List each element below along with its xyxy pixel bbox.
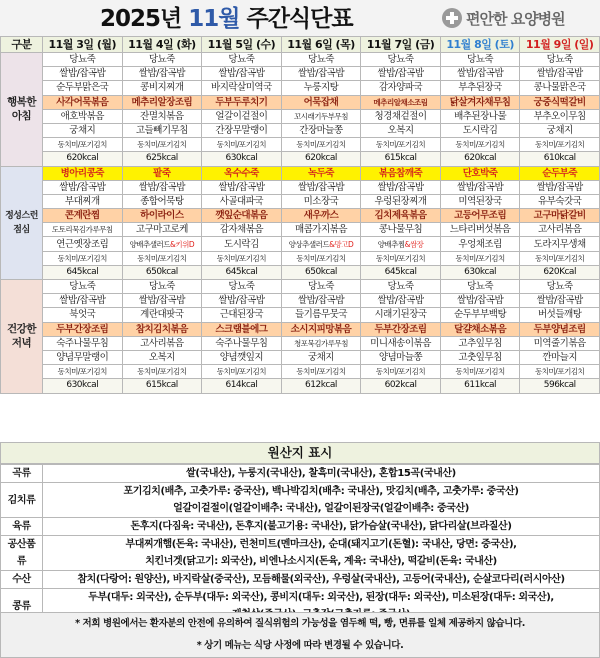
day-header: 11월 8일 (토) (440, 37, 520, 53)
origin-category: 곡류 (1, 465, 43, 483)
menu-cell: 쌀밥/잡곡밥 (520, 294, 600, 308)
breakfast-row (1, 95, 600, 109)
menu-cell: 동치미/포기김치 (520, 138, 600, 152)
dinner-row (1, 280, 600, 294)
menu-cell: 쌀밥/잡곡밥 (440, 294, 520, 308)
origin-row (1, 571, 600, 589)
menu-cell: 달걀채소볶음 (440, 322, 520, 336)
origin-line: 치킨너겟(닭고기: 외국산), 비엔나소시지(돈육, 계육: 국내산), 떡갈비(돈육: 국내산) (145, 556, 497, 567)
breakfast-row (1, 67, 600, 81)
menu-cell: 느타리버섯볶음 (440, 223, 520, 237)
origin-line: 쌀(국내산), 누룽지(국내산), 찰흑미(국내산), 혼합15곡(국내산) (186, 468, 456, 479)
menu-cell: 청경채겉절이 (361, 109, 441, 123)
menu-cell: 꼬시래기두부무침 (281, 109, 361, 123)
menu-cell: 오복지 (122, 350, 202, 364)
menu-cell: 간장무말랭이 (202, 123, 282, 137)
menu-cell: 단호박죽 (440, 166, 520, 180)
origin-category: 김치류 (1, 483, 43, 518)
plus-cross-icon (442, 8, 462, 28)
menu-cell: 두부두루치기 (202, 95, 282, 109)
menu-cell: 당뇨죽 (520, 53, 600, 67)
menu-cell: 우렁된장찌개 (361, 194, 441, 208)
kcal-cell: 620kcal (43, 152, 123, 166)
menu-cell: 쌀밥/잡곡밥 (43, 294, 123, 308)
menu-cell: 계란대팟국 (122, 308, 202, 322)
menu-cell: 두부간장조림 (43, 322, 123, 336)
menu-cell: 간장마늘쫑 (281, 123, 361, 137)
menu-cell: 사각어묵볶음 (43, 95, 123, 109)
day-header-row (1, 37, 600, 53)
menu-cell: 종합어묵탕 (122, 194, 202, 208)
menu-cell: 쌀밥/잡곡밥 (361, 294, 441, 308)
menu-cell: 당뇨죽 (520, 280, 600, 294)
menu-cell: 새우까스 (281, 209, 361, 223)
menu-cell: 얼갈이겉절이 (202, 109, 282, 123)
day-header: 11월 4일 (화) (122, 37, 202, 53)
menu-cell: 옥수수죽 (202, 166, 282, 180)
hospital-logo (442, 6, 565, 30)
menu-cell: 쌀밥/잡곡밥 (440, 67, 520, 81)
kcal-cell: 630kcal (43, 379, 123, 393)
menu-cell: 팥죽 (122, 166, 202, 180)
lunch-row (1, 166, 600, 180)
menu-cell: 감자채볶음 (202, 223, 282, 237)
day-header: 11월 9일 (일) (520, 37, 600, 53)
menu-cell: 궁중식떡갈비 (520, 95, 600, 109)
lunch-row (1, 180, 600, 194)
menu-cell: 숙주나물무침 (43, 336, 123, 350)
menu-cell: 동치미/포기김치 (202, 138, 282, 152)
menu-cell: 동치미/포기김치 (440, 138, 520, 152)
menu-cell: 청포묵김가루무침 (281, 336, 361, 350)
menu-cell: 동치미/포기김치 (361, 251, 441, 265)
lunch-label: 정성스런 점심 (1, 166, 43, 280)
menu-cell: 당뇨죽 (281, 280, 361, 294)
day-header: 11월 7일 (금) (361, 37, 441, 53)
menu-cell: 쌀밥/잡곡밥 (43, 180, 123, 194)
menu-cell: 닭살겨자채무침 (440, 95, 520, 109)
menu-cell: 쌀밥/잡곡밥 (520, 67, 600, 81)
dinner-kcal-row (1, 379, 600, 393)
menu-cell: 쌀밥/잡곡밥 (281, 294, 361, 308)
menu-cell: 순두부부백탕 (440, 308, 520, 322)
kcal-cell: 645kcal (202, 265, 282, 279)
kcal-cell: 620Kcal (520, 265, 600, 279)
origin-row (1, 465, 600, 483)
kcal-cell: 650kcal (122, 265, 202, 279)
menu-cell: 동치미/포기김치 (440, 251, 520, 265)
origin-category: 수산 (1, 571, 43, 589)
menu-cell: 동치미/포기김치 (520, 365, 600, 379)
menu-cell: 참치김치볶음 (122, 322, 202, 336)
origin-row (1, 536, 600, 571)
menu-cell: 콩비지찌개 (122, 81, 202, 95)
day-header: 11월 5일 (수) (202, 37, 282, 53)
origin-detail (43, 571, 600, 589)
dinner-row (1, 336, 600, 350)
menu-cell: 고추잎무침 (440, 336, 520, 350)
menu-cell: 동치미/포기김치 (122, 138, 202, 152)
kcal-cell: 611kcal (440, 379, 520, 393)
note-menu-change: * 상기 메뉴는 식당 사정에 따라 변경될 수 있습니다. (196, 640, 404, 651)
menu-cell: 쌀밥/잡곡밥 (202, 180, 282, 194)
menu-cell: 북엇국 (43, 308, 123, 322)
menu-cell: 당뇨죽 (202, 53, 282, 67)
title-month: 11월 (188, 6, 240, 32)
dish-name: 양배추찜 (377, 239, 405, 249)
kcal-cell: 650kcal (281, 265, 361, 279)
menu-cell: 메추리알채소조림 (361, 95, 441, 109)
menu-cell: 김치제육볶음 (361, 209, 441, 223)
menu-cell: 쌀밥/잡곡밥 (361, 67, 441, 81)
breakfast-row (1, 138, 600, 152)
menu-cell: 깻잎순대볶음 (202, 209, 282, 223)
dish-extra: &쌈장 (404, 239, 424, 249)
menu-cell: 쌀밥/잡곡밥 (122, 180, 202, 194)
menu-cell: 들기름무뭇국 (281, 308, 361, 322)
menu-cell: 콩나물무침 (361, 223, 441, 237)
menu-cell: 동치미/포기김치 (43, 138, 123, 152)
origin-category: 육류 (1, 518, 43, 536)
menu-cell: 동치미/포기김치 (440, 365, 520, 379)
dinner-row (1, 322, 600, 336)
origin-detail (43, 483, 600, 518)
kcal-cell: 625kcal (122, 152, 202, 166)
menu-cell: 쌀밥/잡곡밥 (122, 294, 202, 308)
origin-line: 돈후지(다짐육: 국내산), 돈후지(불고기용: 국내산), 닭가슴살(국내산), 닭다리살(브라질산) (130, 521, 512, 532)
lunch-row (1, 223, 600, 237)
origin-line: 부대찌개햄(돈육: 국내산), 런천미트(멘마크산), 순대(돼지고기(돈혈): 국내산, 당면: 중국산), (125, 539, 517, 550)
menu-cell: 당뇨죽 (122, 280, 202, 294)
kcal-cell: 645kcal (43, 265, 123, 279)
menu-cell: 당뇨죽 (43, 280, 123, 294)
menu-cell (361, 237, 441, 251)
menu-cell: 양념깻잎지 (202, 350, 282, 364)
menu-cell: 부추된장국 (440, 81, 520, 95)
breakfast-row (1, 109, 600, 123)
menu-cell: 잔멸치볶음 (122, 109, 202, 123)
dinner-row (1, 350, 600, 364)
menu-cell: 도라지무생채 (520, 237, 600, 251)
menu-cell: 볶음참깨죽 (361, 166, 441, 180)
menu-cell: 우엉채조림 (440, 237, 520, 251)
menu-table (0, 36, 600, 394)
menu-cell: 연근옛장조림 (43, 237, 123, 251)
menu-cell: 고춧잎무침 (440, 350, 520, 364)
menu-cell: 녹두죽 (281, 166, 361, 180)
logo-text: 편안한 요양병원 (466, 9, 565, 28)
menu-cell: 고구마고로케 (122, 223, 202, 237)
dish-name: 양상추샐러드 (288, 239, 330, 249)
dish-extra: &망고D (329, 239, 354, 249)
header (0, 0, 600, 36)
note-choking: * 저희 병원에서는 환자분의 안전에 유의하여 질식위험의 가능성을 염두해 떡, 빵, 면류를 일체 제공하지 않습니다. (75, 618, 525, 629)
dish-extra: &키위D (170, 239, 195, 249)
menu-cell: 당뇨죽 (281, 53, 361, 67)
day-header: 11월 6일 (목) (281, 37, 361, 53)
menu-cell: 애호박볶음 (43, 109, 123, 123)
breakfast-row (1, 123, 600, 137)
menu-cell (122, 237, 202, 251)
menu-cell: 부추오이무침 (520, 109, 600, 123)
origin-table (0, 464, 600, 624)
menu-cell: 당뇨죽 (361, 53, 441, 67)
kcal-cell: 612kcal (281, 379, 361, 393)
menu-cell: 동치미/포기김치 (122, 365, 202, 379)
breakfast-row (1, 53, 600, 67)
menu-cell: 콩나물맑은국 (520, 81, 600, 95)
menu-cell: 소시지피망볶음 (281, 322, 361, 336)
menu-cell: 도토리묵김가루무침 (43, 223, 123, 237)
menu-cell: 동치미/포기김치 (202, 365, 282, 379)
menu-cell: 숙주나물무침 (202, 336, 282, 350)
origin-line: 두부(대두: 외국산), 순두부(대두: 외국산), 콩비지(대두: 외국산), 된장(대두: 외국산), 미소된장(대두: 외국산), (88, 592, 554, 603)
title-year: 2025년 (100, 6, 182, 32)
menu-cell: 미니새송이볶음 (361, 336, 441, 350)
menu-cell: 버섯들깨탕 (520, 308, 600, 322)
menu-cell: 쌀밥/잡곡밥 (202, 67, 282, 81)
menu-cell: 쌀밥/잡곡밥 (43, 67, 123, 81)
menu-cell: 당뇨죽 (361, 280, 441, 294)
origin-detail (43, 518, 600, 536)
dinner-label: 건강한 저녁 (1, 280, 43, 394)
page-title (100, 2, 353, 36)
lunch-row (1, 194, 600, 208)
menu-cell: 스크램블에그 (202, 322, 282, 336)
kcal-cell: 615kcal (361, 152, 441, 166)
menu-cell: 동치미/포기김치 (281, 138, 361, 152)
kcal-cell: 630kcal (440, 265, 520, 279)
menu-cell: 쌀밥/잡곡밥 (520, 180, 600, 194)
menu-cell: 쌀밥/잡곡밥 (440, 180, 520, 194)
menu-cell: 당뇨죽 (440, 53, 520, 67)
menu-cell: 궁채지 (281, 350, 361, 364)
origin-detail (43, 465, 600, 483)
title-rest: 주간식단표 (246, 6, 353, 32)
menu-cell: 두부간장조림 (361, 322, 441, 336)
menu-cell: 콘계란찜 (43, 209, 123, 223)
menu-cell: 순두부맑은국 (43, 81, 123, 95)
breakfast-label: 행복한 아침 (1, 53, 43, 167)
menu-cell: 당뇨죽 (122, 53, 202, 67)
breakfast-kcal-row (1, 152, 600, 166)
menu-cell: 당뇨죽 (43, 53, 123, 67)
menu-cell: 유부숙갓국 (520, 194, 600, 208)
menu-cell: 매콤가지볶음 (281, 223, 361, 237)
origin-detail (43, 536, 600, 571)
origin-row (1, 518, 600, 536)
menu-cell: 오복지 (361, 123, 441, 137)
menu-cell: 순두부죽 (520, 166, 600, 180)
dinner-row (1, 365, 600, 379)
menu-cell: 감자양파국 (361, 81, 441, 95)
origin-line: 참치(다랑어: 원양산), 바지락살(중국산), 모듬해물(외국산), 우렁살(국내산), 고등어(국내산), 순살코다리(러시아산) (77, 574, 565, 585)
menu-cell: 동치미/포기김치 (520, 251, 600, 265)
menu-cell: 근대된장국 (202, 308, 282, 322)
kcal-cell: 610kcal (520, 152, 600, 166)
dinner-row (1, 308, 600, 322)
lunch-row (1, 209, 600, 223)
menu-cell: 궁채지 (520, 123, 600, 137)
kcal-cell: 615kcal (122, 379, 202, 393)
kcal-cell: 596kcal (520, 379, 600, 393)
menu-cell: 쌀밥/잡곡밥 (202, 294, 282, 308)
origin-category: 콩류 (1, 589, 43, 624)
menu-cell: 고들빼기무침 (122, 123, 202, 137)
lunch-kcal-row (1, 265, 600, 279)
menu-cell: 동치미/포기김치 (361, 138, 441, 152)
menu-cell: 시래기된장국 (361, 308, 441, 322)
menu-cell: 동치미/포기김치 (361, 365, 441, 379)
menu-cell: 어묵잡채 (281, 95, 361, 109)
kcal-cell: 620kcal (440, 152, 520, 166)
day-header: 11월 3일 (월) (43, 37, 123, 53)
menu-cell: 누룽지탕 (281, 81, 361, 95)
menu-cell: 궁채지 (43, 123, 123, 137)
gubun-header: 구분 (1, 37, 43, 53)
lunch-row (1, 237, 600, 251)
origin-line: 포기김치(배추, 고춧가루: 중국산), 백나박김치(배추: 국내산), 맛김치(배추, 고춧가루: 중국산) (123, 486, 519, 497)
menu-cell (281, 237, 361, 251)
menu-cell: 쌀밥/잡곡밥 (361, 180, 441, 194)
menu-cell: 미역줄기볶음 (520, 336, 600, 350)
origin-row (1, 483, 600, 518)
kcal-cell: 630kcal (202, 152, 282, 166)
menu-cell: 깐마늘지 (520, 350, 600, 364)
menu-cell: 병아리콩죽 (43, 166, 123, 180)
menu-cell: 도시락김 (440, 123, 520, 137)
dish-name: 양배추샐러드 (129, 239, 171, 249)
kcal-cell: 614kcal (202, 379, 282, 393)
origin-title: 원산지 표시 (0, 442, 600, 464)
menu-cell: 양념마늘쫑 (361, 350, 441, 364)
menu-cell: 쌀밥/잡곡밥 (122, 67, 202, 81)
menu-cell: 동치미/포기김치 (43, 365, 123, 379)
menu-cell: 당뇨죽 (440, 280, 520, 294)
menu-cell: 고사리볶음 (122, 336, 202, 350)
menu-cell: 동치미/포기김치 (43, 251, 123, 265)
notes (0, 612, 600, 658)
menu-cell: 메추리알장조림 (122, 95, 202, 109)
menu-cell: 미소장국 (281, 194, 361, 208)
kcal-cell: 645kcal (361, 265, 441, 279)
menu-cell: 배추된장나물 (440, 109, 520, 123)
dinner-row (1, 294, 600, 308)
origin-line: 얼갈이겉절이(얼갈이배추: 국내산), 얼갈이된장국(얼갈이배추: 중국산) (173, 503, 469, 514)
menu-cell: 미역된장국 (440, 194, 520, 208)
menu-cell: 고등어무조림 (440, 209, 520, 223)
kcal-cell: 620kcal (281, 152, 361, 166)
kcal-cell: 602kcal (361, 379, 441, 393)
menu-cell: 쌀밥/잡곡밥 (281, 67, 361, 81)
menu-cell: 고사리볶음 (520, 223, 600, 237)
menu-cell: 동치미/포기김치 (202, 251, 282, 265)
breakfast-row (1, 81, 600, 95)
menu-cell: 바지락살미역국 (202, 81, 282, 95)
menu-cell: 동치미/포기김치 (281, 251, 361, 265)
menu-cell: 동치미/포기김치 (281, 365, 361, 379)
lunch-row (1, 251, 600, 265)
menu-cell: 쌀밥/잡곡밥 (281, 180, 361, 194)
menu-cell: 두부양념조림 (520, 322, 600, 336)
origin-category: 공산품류 (1, 536, 43, 571)
menu-cell: 부대찌개 (43, 194, 123, 208)
menu-cell: 동치미/포기김치 (122, 251, 202, 265)
menu-cell: 사골대파국 (202, 194, 282, 208)
menu-cell: 당뇨죽 (202, 280, 282, 294)
menu-cell: 도시락김 (202, 237, 282, 251)
menu-cell: 하이라이스 (122, 209, 202, 223)
menu-cell: 양념무말랭이 (43, 350, 123, 364)
menu-cell: 고구마닭갈비 (520, 209, 600, 223)
